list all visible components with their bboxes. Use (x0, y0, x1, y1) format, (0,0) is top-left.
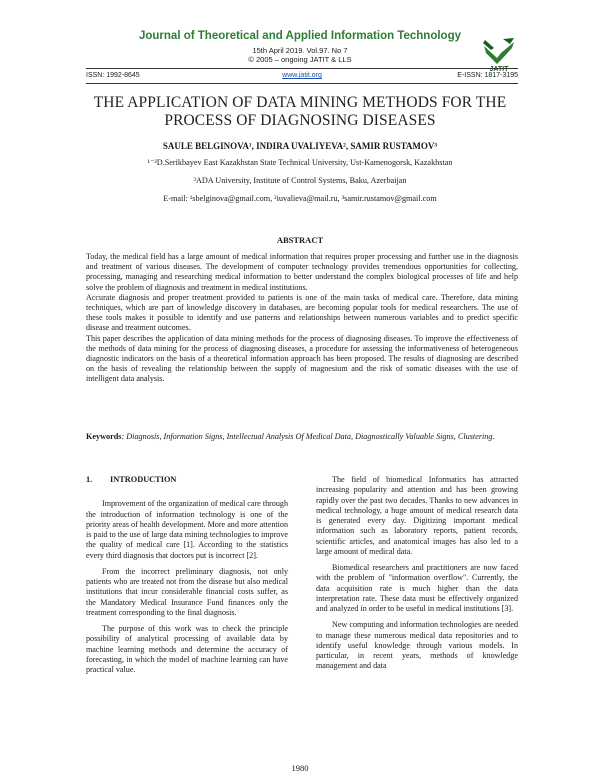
paper-title-line: PROCESS OF DIAGNOSING DISEASES (164, 112, 436, 129)
section-title: INTRODUCTION (110, 475, 177, 484)
issn-row (86, 72, 518, 82)
body-paragraph: New computing and information technologies are needed to manage these numerous medical data repositories and to identify useful knowledge through various models. In particular, in recent years, methods of knowledge management and data (316, 620, 518, 671)
abstract-body (86, 252, 518, 385)
body-paragraph: Biomedical researchers and practitioners are now faced with the problem of "information overflow". Currently, the data acquisition rate is much higher than the data interpretation rate. These data must be effectively organized and analyzed in order to be useful in medical institutions [3]. (316, 563, 518, 613)
header-rule (86, 83, 518, 84)
journal-title: Journal of Theoretical and Applied Information Technology (138, 30, 462, 42)
affiliation: ¹⁻²D.Serikbayev East Kazakhstan State Technical University, Ust-Kamenogorsk, Kazakhstan (147, 158, 453, 167)
body-paragraph: The purpose of this work was to check the principle possibility of analytical processing of available data by machine learning methods and determine the accuracy of forecasting, in which the model of machine learning can have practical value. (86, 624, 288, 674)
right-column (316, 475, 518, 678)
abstract-paragraph: This paper describes the application of data mining methods for the process of diagnosing diseases. To improve the effectiveness of the methods of data mining for the process of diagnosing diseases, a procedure for assessing the informativeness of heterogeneous diagnostic indicators on the basis of a theoretical information approach has been proposed. The results of diagnosing are described on the basis of revealing the relationship between the supply of magnesium and the risk of somatic diseases with the use of intelligent data analysis. (86, 333, 518, 384)
svg-text:JATIT: JATIT (489, 66, 509, 73)
page-number: 1980 (291, 763, 309, 773)
website-link[interactable]: www.jatit.org (282, 72, 322, 79)
abstract-paragraph: Today, the medical field has a large amount of medical information that requires proper processing and further use in the diagnosis and treatment of various diseases. The development of computer technology provides tremendous opportunities for collecting, processing, managing and researching medical information to better understand the complex biological processes of life and help solve the problem of diagnosis and treatment in medical institutions. (86, 252, 518, 292)
keywords-list: : Diagnosis, Information Signs, Intellectual Analysis Of Medical Data, Diagnostically Valuable Signs, Clustering. (121, 432, 495, 441)
copyright-line: © 2005 – ongoing JATIT & LLS (248, 55, 352, 64)
abstract-paragraph: Accurate diagnosis and proper treatment provided to patients is one of the main tasks of medical care. Therefore, data mining techniques, which are part of knowledge discovery in databases, are becoming popular tools for medical researchers. The use of these tools makes it possible to identify and use patterns and relationships between numerous variables and to predict specific disease and treatment outcomes. (86, 292, 518, 333)
body-paragraph: Improvement of the organization of medical care through the introduction of information technology is one of the priority areas of health development. More and more attention is paid to the use of large data mining technologies to improve the quality of medical care [1]. According to the statistics every third diagnosis that doctors put is incorrect [2]. (86, 499, 288, 560)
body-paragraph: From the incorrect preliminary diagnosis, not only patients who are treated not from the disease but also medical institutions that incur considerable financial costs suffer, as the Mandatory Medical Insurance Fund finances only the treatment corresponding to the final diagnosis. (86, 566, 288, 617)
body-paragraph: The field of biomedical Informatics has attracted increasing popularity and attention and has been growing rapidly over the past two decades. Thanks to new advances in medical technology, a huge amount of medical research data is generated every day. Digitizing important medical information such as laboratory reports, patient records, scientific articles, and anatomical images has also led to a large amount of medical data. (316, 475, 518, 556)
authors: SAULE BELGINOVA¹, INDIRA UVALIYEVA², SAMIR RUSTAMOV³ (162, 141, 438, 151)
issue-info: 15th April 2019. Vol.97. No 7 (252, 46, 348, 55)
issn: ISSN: 1992-8645 (86, 72, 140, 79)
left-column (86, 475, 288, 681)
abstract-heading: ABSTRACT (276, 235, 324, 245)
section-heading (86, 475, 288, 485)
header-rule (86, 68, 518, 69)
paper-title (80, 94, 520, 130)
keywords-label: Keywords (86, 432, 122, 441)
paper-title-line: THE APPLICATION OF DATA MINING METHODS FOR THE (93, 94, 507, 111)
affiliation: ³ADA University, Institute of Control Systems, Baku, Azerbaijan (193, 176, 407, 185)
eissn: E-ISSN: 1817-3195 (457, 72, 518, 79)
keywords (86, 432, 518, 442)
author-emails: E-mail: ¹sbelginova@gmail.com, ²iuvalieva@mail.ru, ³samir.rustamov@gmail.com (163, 194, 437, 203)
section-number: 1. (86, 475, 93, 484)
